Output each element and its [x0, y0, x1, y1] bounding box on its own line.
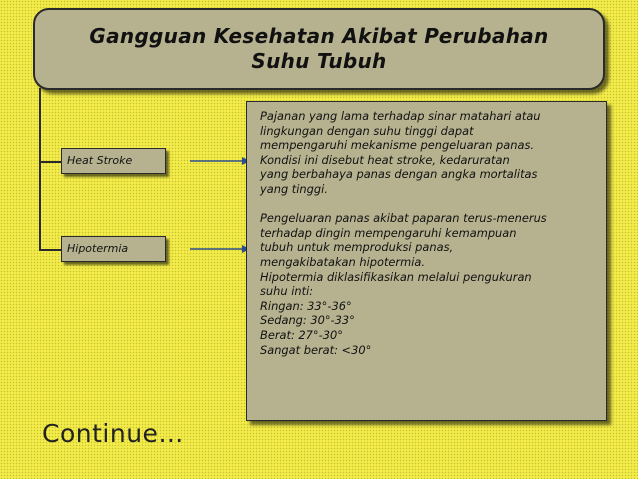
arrow-right-icon-hipotermia: [190, 244, 250, 254]
connector-hipotermia: [39, 249, 62, 251]
title-line-2: Suhu Tubuh: [251, 49, 387, 73]
heat-stroke-text-1: Pajanan yang lama terhadap sinar matahari atau: [260, 109, 541, 123]
hipotermia-sangat-berat: Sangat berat: <30°: [260, 342, 372, 357]
hipotermia-text-3: tubuh untuk memproduksi panas,: [260, 240, 454, 255]
vertical-connector: [39, 88, 41, 250]
kondisi-suffix: , kedaruratan: [432, 152, 510, 167]
hipotermia-text-6: suhu inti:: [260, 284, 314, 299]
hipotermia-ringan: Ringan: 33°-36°: [260, 298, 352, 313]
hipotermia-text-2: terhadap dingin mempengaruhi kemampuan: [260, 225, 517, 240]
continue-text: Continue…: [42, 419, 184, 448]
hipotermia-berat: Berat: 27°-30°: [260, 327, 343, 342]
heat-stroke-label: Heat Stroke: [61, 148, 166, 174]
hipotermia-text-1: Pengeluaran panas akibat paparan terus-menerus: [260, 211, 547, 226]
heat-stroke-text-6: yang tinggi.: [260, 181, 328, 196]
hipotermia-text-4: mengakibatakan hipotermia.: [260, 254, 425, 269]
kondisi-prefix: Kondisi ini disebut: [260, 152, 368, 167]
hipotermia-label: Hipotermia: [61, 236, 166, 262]
title-line-1: Gangguan Kesehatan Akibat Perubahan: [89, 24, 549, 48]
heat-stroke-kondisi: [260, 153, 596, 168]
content-box: [246, 101, 607, 421]
heat-stroke-text-5: yang berbahaya panas dengan angka mortalitas: [260, 167, 538, 182]
arrow-right-icon-heat-stroke: [190, 156, 250, 166]
title-box: [33, 8, 605, 90]
hipotermia-sedang: Sedang: 30°-33°: [260, 313, 355, 328]
heat-stroke-text-3: mempengaruhi mekanisme pengeluaran panas.: [260, 138, 535, 153]
heat-stroke-text-2: lingkungan dengan suhu tinggi dapat: [260, 123, 474, 138]
connector-heat-stroke: [39, 161, 62, 163]
hipotermia-text-5: Hipotermia diklasifikasikan melalui pengukuran: [260, 269, 532, 284]
heat-stroke-term: heat stroke: [367, 152, 433, 167]
